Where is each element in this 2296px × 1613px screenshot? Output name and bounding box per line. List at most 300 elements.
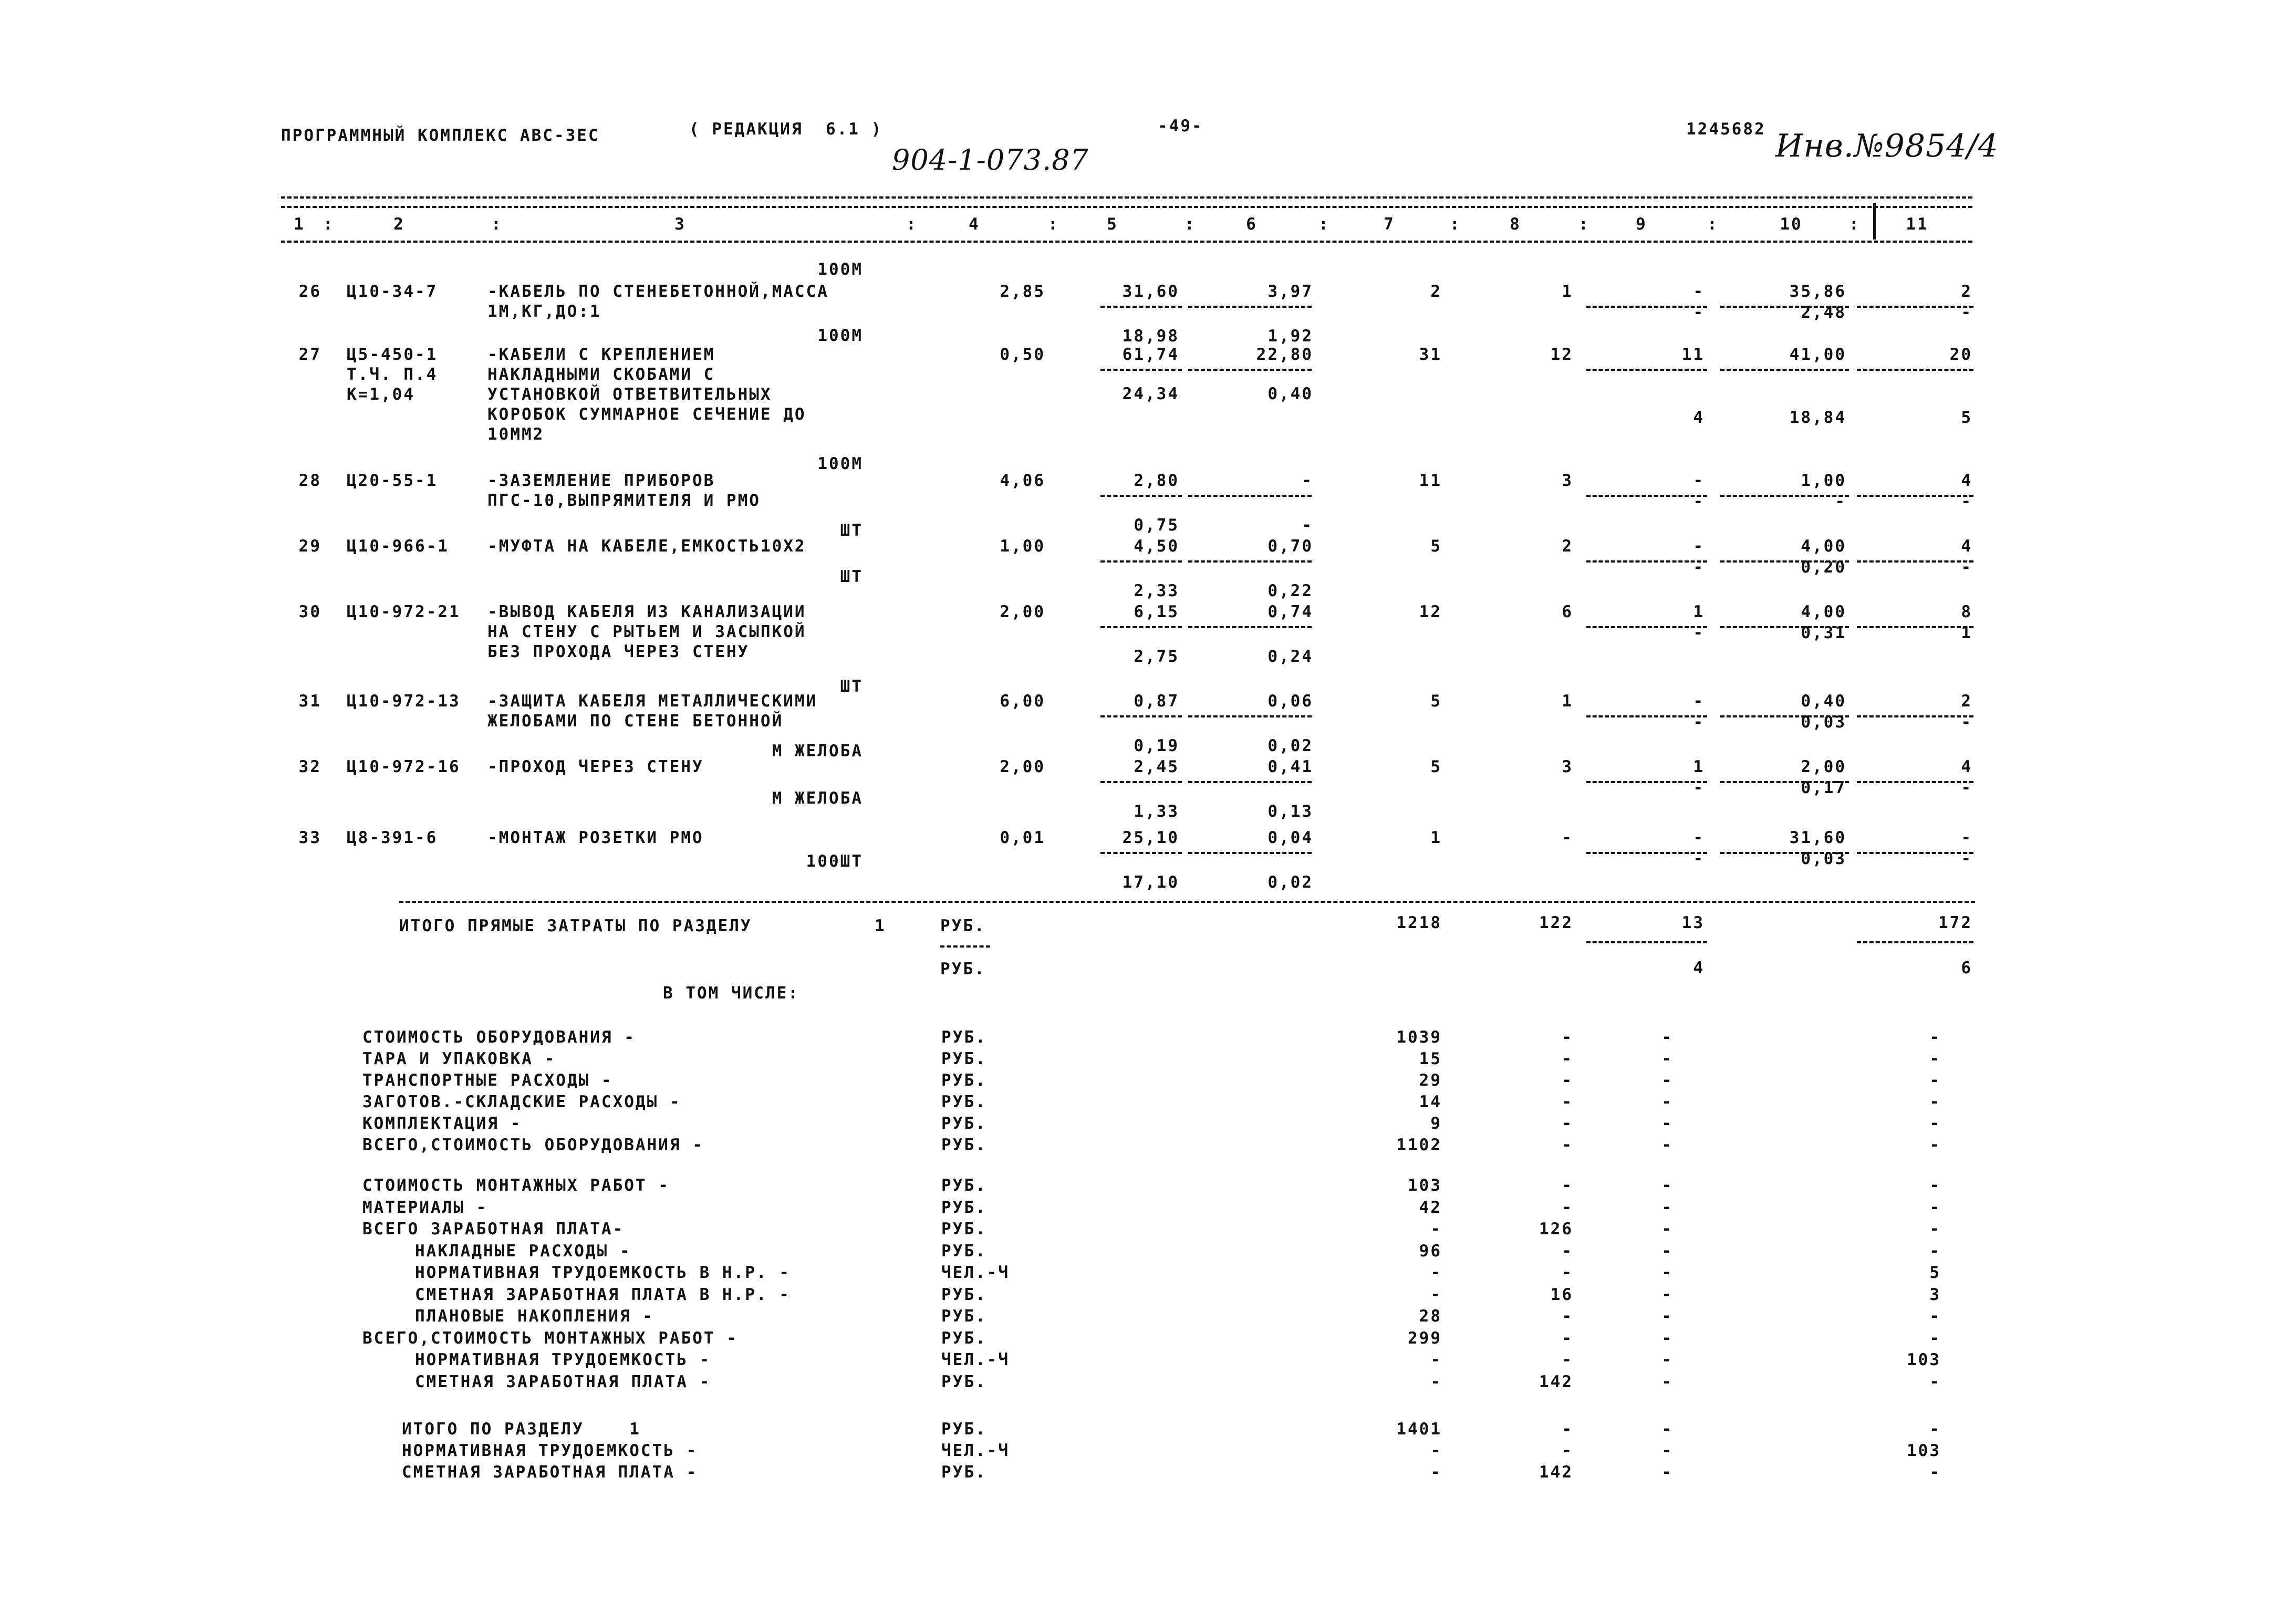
summary-c8: -: [1562, 1092, 1573, 1111]
summary-c11: -: [1929, 1114, 1941, 1133]
summary-unit: ЧЕЛ.-Ч: [941, 1350, 1010, 1369]
cell-c9: 1: [1693, 757, 1705, 776]
column-number: 7: [1384, 215, 1395, 234]
total-direct-unit: РУБ.: [940, 917, 986, 935]
cell-c10: 2,00: [1801, 757, 1846, 776]
column-number: 2: [393, 215, 405, 234]
cell-c8: 3: [1562, 757, 1573, 776]
cell-c6-lower: 0,40: [1268, 384, 1313, 403]
summary-c11: -: [1929, 1049, 1941, 1068]
summary-c9: -: [1661, 1441, 1673, 1460]
summary-unit: РУБ.: [941, 1114, 987, 1133]
summary-c7: 1102: [1396, 1136, 1442, 1154]
program-title: ПРОГРАММНЫЙ КОМПЛЕКС АВС-3ЕС: [281, 126, 600, 145]
work-description: 1М,КГ,ДО:1: [487, 302, 601, 321]
fraction-rule: [1100, 852, 1182, 854]
cell-c9-lower: -: [1693, 558, 1705, 577]
work-description: -ЗАЩИТА КАБЕЛЯ МЕТАЛЛИЧЕСКИМИ: [487, 692, 818, 711]
summary-unit: ЧЕЛ.-Ч: [941, 1263, 1010, 1282]
cell-c4: 2,00: [1000, 602, 1045, 621]
summary-c8: 142: [1539, 1463, 1573, 1482]
unit-of-measure: 100М: [817, 260, 863, 279]
cell-c11-lower: -: [1961, 713, 1972, 732]
fraction-rule: [1188, 715, 1312, 717]
fraction-rule: [1188, 852, 1312, 854]
column-number: 8: [1510, 215, 1521, 234]
fraction-rule: [1720, 495, 1849, 497]
summary-label: НАКЛАДНЫЕ РАСХОДЫ -: [415, 1241, 631, 1261]
cell-c10-lower: 0,17: [1801, 778, 1846, 797]
work-description: -ПРОХОД ЧЕРЕЗ СТЕНУ: [487, 757, 704, 776]
cell-c10: 31,60: [1789, 828, 1846, 847]
cell-c5-lower: 24,34: [1122, 384, 1179, 403]
summary-c11: -: [1929, 1241, 1941, 1261]
rate-code: К=1,04: [347, 385, 415, 404]
fraction-rule: [1857, 781, 1973, 783]
summary-c11: 3: [1929, 1285, 1941, 1304]
cell-c6: 22,80: [1256, 345, 1313, 364]
summary-unit: РУБ.: [941, 1028, 987, 1047]
work-description: УСТАНОВКОЙ ОТВЕТВИТЕЛЬНЫХ: [487, 385, 772, 404]
cell-c10: 4,00: [1801, 602, 1846, 621]
summary-c8: -: [1562, 1350, 1573, 1369]
fraction-rule: [1857, 369, 1973, 371]
work-description: 10ММ2: [487, 425, 545, 444]
item-number: 31: [298, 692, 321, 711]
summary-c11: -: [1929, 1220, 1941, 1239]
cell-c6: 0,41: [1268, 757, 1313, 776]
totals-rule: [399, 901, 1975, 903]
cell-c5: 4,50: [1134, 537, 1179, 556]
cell-c6: -: [1302, 471, 1313, 490]
fraction-rule: [1188, 781, 1312, 783]
fraction-rule: [1586, 715, 1707, 717]
cell-c8: 6: [1562, 602, 1573, 621]
edition-label: ( РЕДАКЦИЯ 6.1 ): [689, 120, 883, 139]
item-number: 29: [298, 537, 321, 556]
fraction-rule: [1857, 626, 1973, 628]
rate-code: Т.Ч. П.4: [347, 365, 438, 384]
cell-c4: 4,06: [1000, 471, 1045, 490]
cell-c9: -: [1693, 537, 1705, 556]
summary-c8: 16: [1550, 1285, 1573, 1304]
fraction-rule: [1857, 560, 1973, 563]
cell-c11: 20: [1949, 345, 1972, 364]
work-description: БЕЗ ПРОХОДА ЧЕРЕЗ СТЕНУ: [487, 642, 750, 661]
summary-c8: 142: [1539, 1372, 1573, 1391]
summary-label: ЗАГОТОВ.-СКЛАДСКИЕ РАСХОДЫ -: [362, 1092, 681, 1111]
summary-c11: -: [1929, 1328, 1941, 1348]
fraction-rule: [1188, 495, 1312, 497]
summary-c7: -: [1430, 1441, 1442, 1460]
summary-c9: -: [1661, 1092, 1673, 1111]
cell-c8: 12: [1550, 345, 1573, 364]
cell-c10: 4,00: [1801, 537, 1846, 556]
summary-c7: 1039: [1396, 1028, 1442, 1047]
summary-c11: -: [1929, 1071, 1941, 1090]
rate-code: Ц10-972-21: [347, 602, 461, 621]
unit-of-measure: ШТ: [840, 521, 863, 540]
summary-c8: -: [1562, 1114, 1573, 1133]
cell-c6-lower: -: [1302, 516, 1313, 535]
summary-c8: -: [1562, 1176, 1573, 1195]
summary-c7: 1401: [1396, 1420, 1442, 1439]
cell-c10-lower: 18,84: [1789, 408, 1846, 427]
cell-c10-lower: 0,31: [1801, 623, 1846, 642]
column-number: 4: [969, 215, 980, 234]
summary-c8: -: [1562, 1441, 1573, 1460]
inventory-number-handwritten: Инв.№9854/4: [1775, 128, 1999, 164]
cell-c7: 1: [1430, 828, 1442, 847]
cell-c6-lower: 0,02: [1268, 873, 1313, 892]
cell-c11-lower: 1: [1961, 623, 1972, 642]
summary-unit: РУБ.: [941, 1176, 987, 1195]
fraction-rule: [1586, 626, 1707, 628]
cell-c11-lower: -: [1961, 849, 1972, 868]
column-separator: :: [1849, 215, 1861, 234]
cell-c5: 2,80: [1134, 471, 1179, 490]
summary-c9: -: [1661, 1420, 1673, 1439]
cell-c10: 35,86: [1789, 282, 1846, 301]
summary-c7: 15: [1419, 1049, 1442, 1068]
total-direct-label: ИТОГО ПРЯМЫЕ ЗАТРАТЫ ПО РАЗДЕЛУ: [399, 917, 752, 935]
summary-c9: -: [1661, 1198, 1673, 1217]
summary-c11: 103: [1907, 1350, 1941, 1369]
fraction-rule: [1100, 369, 1182, 371]
cell-c11: 8: [1961, 602, 1972, 621]
cell-c9: 11: [1681, 345, 1705, 364]
cell-c9-lower: -: [1693, 623, 1705, 642]
cell-c6: 0,70: [1268, 537, 1313, 556]
summary-c7: 14: [1419, 1092, 1442, 1111]
summary-c8: 126: [1539, 1220, 1573, 1239]
summary-c8: -: [1562, 1198, 1573, 1217]
column-separator: :: [1707, 215, 1719, 234]
summary-unit: РУБ.: [941, 1071, 987, 1090]
cell-c4: 0,50: [1000, 345, 1045, 364]
cell-c7: 2: [1430, 282, 1442, 301]
cell-c8: 3: [1562, 471, 1573, 490]
document-code: 1245682: [1686, 120, 1766, 139]
cell-c6-lower: 0,13: [1268, 802, 1313, 821]
work-description: ПГС-10,ВЫПРЯМИТЕЛЯ И РМО: [487, 491, 761, 510]
rate-code: Ц8-391-6: [347, 828, 438, 847]
summary-c9: -: [1661, 1350, 1673, 1369]
fraction-rule: [1188, 306, 1312, 308]
summary-unit: РУБ.: [941, 1285, 987, 1304]
summary-c7: 42: [1419, 1198, 1442, 1217]
summary-unit: РУБ.: [941, 1372, 987, 1391]
summary-label: ТАРА И УПАКОВКА -: [362, 1049, 556, 1068]
total-direct-c8: 122: [1539, 913, 1573, 932]
item-number: 30: [298, 602, 321, 621]
unit-of-measure: М ЖЕЛОБА: [772, 742, 863, 761]
cell-c8: -: [1562, 828, 1573, 847]
column-bracket: [1873, 203, 1876, 240]
fraction-rule: [1100, 560, 1182, 563]
cell-c5-lower: 18,98: [1122, 327, 1179, 346]
rate-code: Ц10-966-1: [347, 537, 449, 556]
summary-c7: 103: [1408, 1176, 1442, 1195]
cell-c11: 4: [1961, 537, 1972, 556]
summary-c9: -: [1661, 1241, 1673, 1261]
cell-c7: 5: [1430, 537, 1442, 556]
cell-c7: 31: [1419, 345, 1442, 364]
summary-c9: -: [1661, 1307, 1673, 1326]
total-direct-c7: 1218: [1396, 913, 1442, 932]
summary-c8: -: [1562, 1136, 1573, 1154]
cell-c9: 1: [1693, 602, 1705, 621]
summary-c7: -: [1430, 1372, 1442, 1391]
total-direct-c9-lower: 4: [1693, 959, 1705, 977]
cell-c9-lower: -: [1693, 713, 1705, 732]
summary-c9: -: [1661, 1028, 1673, 1047]
cell-c10: 41,00: [1789, 345, 1846, 364]
summary-unit: РУБ.: [941, 1136, 987, 1154]
cell-c4: 1,00: [1000, 537, 1045, 556]
column-number: 9: [1636, 215, 1647, 234]
work-description: -МУФТА НА КАБЕЛЕ,ЕМКОСТЬ10Х2: [487, 537, 806, 556]
total-direct-section: 1: [875, 917, 886, 935]
summary-label: СМЕТНАЯ ЗАРАБОТНАЯ ПЛАТА -: [402, 1463, 698, 1482]
unit-of-measure: ШТ: [840, 677, 863, 696]
fraction-rule: [1586, 781, 1707, 783]
summary-c7: 29: [1419, 1071, 1442, 1090]
item-number: 33: [298, 828, 321, 847]
fraction-rule: [1586, 941, 1707, 943]
summary-unit: ЧЕЛ.-Ч: [941, 1441, 1010, 1460]
cell-c8: 1: [1562, 282, 1573, 301]
rate-code: Ц10-972-13: [347, 692, 461, 711]
summary-c8: -: [1562, 1241, 1573, 1261]
item-number: 32: [298, 757, 321, 776]
cell-c5-lower: 0,75: [1134, 516, 1179, 535]
summary-unit: РУБ.: [941, 1420, 987, 1439]
summary-c9: -: [1661, 1285, 1673, 1304]
summary-unit: РУБ.: [941, 1049, 987, 1068]
cell-c9-lower: -: [1693, 492, 1705, 511]
column-separator: :: [1048, 215, 1059, 234]
total-direct-c11: 172: [1938, 913, 1972, 932]
cell-c9: -: [1693, 471, 1705, 490]
summary-c11: -: [1929, 1092, 1941, 1111]
cell-c4: 2,00: [1000, 757, 1045, 776]
summary-c11: -: [1929, 1307, 1941, 1326]
summary-c9: -: [1661, 1220, 1673, 1239]
work-description: НА СТЕНУ С РЫТЬЕМ И ЗАСЫПКОЙ: [487, 622, 806, 641]
column-separator: :: [1450, 215, 1461, 234]
summary-c8: -: [1562, 1328, 1573, 1348]
cell-c6-lower: 1,92: [1268, 327, 1313, 346]
cell-c11-lower: 5: [1961, 408, 1972, 427]
rate-code: Ц5-450-1: [347, 345, 438, 364]
summary-label: ИТОГО ПО РАЗДЕЛУ 1: [402, 1420, 641, 1439]
fraction-rule: [1100, 715, 1182, 717]
summary-c7: -: [1430, 1463, 1442, 1482]
summary-c8: -: [1562, 1307, 1573, 1326]
cell-c6: 0,04: [1268, 828, 1313, 847]
cell-c5: 6,15: [1134, 602, 1179, 621]
rate-code: Ц10-34-7: [347, 282, 438, 301]
column-separator: :: [906, 215, 918, 234]
cell-c11: -: [1961, 828, 1972, 847]
cell-c6: 0,06: [1268, 692, 1313, 711]
summary-c7: 28: [1419, 1307, 1442, 1326]
cell-c11: 2: [1961, 692, 1972, 711]
fraction-rule: [1857, 495, 1973, 497]
fraction-rule: [1586, 369, 1707, 371]
total-direct-c11-lower: 6: [1961, 959, 1972, 977]
unit-fraction-rule: [940, 945, 990, 948]
unit-of-measure: 100ШТ: [806, 852, 863, 871]
summary-label: ПЛАНОВЫЕ НАКОПЛЕНИЯ -: [415, 1307, 654, 1326]
cell-c9-lower: -: [1693, 778, 1705, 797]
item-number: 26: [298, 282, 321, 301]
fraction-rule: [1720, 369, 1849, 371]
cell-c5-lower: 2,75: [1134, 647, 1179, 666]
fraction-rule: [1586, 852, 1707, 854]
fraction-rule: [1100, 495, 1182, 497]
fraction-rule: [1586, 495, 1707, 497]
summary-label: СМЕТНАЯ ЗАРАБОТНАЯ ПЛАТА В Н.Р. -: [415, 1285, 791, 1304]
cell-c6-lower: 0,22: [1268, 581, 1313, 600]
cell-c10-lower: 2,48: [1801, 303, 1846, 322]
cell-c5: 31,60: [1122, 282, 1179, 301]
cell-c11: 4: [1961, 757, 1972, 776]
project-number-handwritten: 904-1-073.87: [892, 143, 1089, 176]
summary-c9: -: [1661, 1136, 1673, 1154]
summary-c8: -: [1562, 1071, 1573, 1090]
summary-c11: 5: [1929, 1263, 1941, 1282]
cell-c10-lower: 0,20: [1801, 558, 1846, 577]
fraction-rule: [1857, 941, 1973, 943]
fraction-rule: [1857, 306, 1973, 308]
cell-c6-lower: 0,24: [1268, 647, 1313, 666]
summary-unit: РУБ.: [941, 1198, 987, 1217]
summary-c9: -: [1661, 1328, 1673, 1348]
cell-c11-lower: -: [1961, 303, 1972, 322]
summary-c9: -: [1661, 1263, 1673, 1282]
cell-c9: -: [1693, 692, 1705, 711]
unit-of-measure: 100М: [817, 326, 863, 345]
summary-c11: -: [1929, 1463, 1941, 1482]
summary-c11: 103: [1907, 1441, 1941, 1460]
cell-c4: 2,85: [1000, 282, 1045, 301]
cell-c9-lower: 4: [1693, 408, 1705, 427]
unit-of-measure: 100М: [817, 454, 863, 473]
summary-c9: -: [1661, 1049, 1673, 1068]
cell-c5: 2,45: [1134, 757, 1179, 776]
summary-unit: РУБ.: [941, 1241, 987, 1261]
cell-c5: 0,87: [1134, 692, 1179, 711]
cell-c11-lower: -: [1961, 558, 1972, 577]
total-direct-unit: РУБ.: [940, 960, 986, 979]
summary-c8: -: [1562, 1028, 1573, 1047]
item-number: 27: [298, 345, 321, 364]
cell-c6: 0,74: [1268, 602, 1313, 621]
including-heading: В ТОМ ЧИСЛЕ:: [663, 984, 799, 1003]
page-number: -49-: [1158, 117, 1203, 136]
column-separator: :: [1185, 215, 1196, 234]
cell-c7: 5: [1430, 757, 1442, 776]
summary-label: ВСЕГО,СТОИМОСТЬ МОНТАЖНЫХ РАБОТ -: [362, 1328, 738, 1348]
cell-c8: 1: [1562, 692, 1573, 711]
summary-c11: -: [1929, 1198, 1941, 1217]
work-description: ЖЕЛОБАМИ ПО СТЕНЕ БЕТОННОЙ: [487, 712, 784, 731]
work-description: КОРОБОК СУММАРНОЕ СЕЧЕНИЕ ДО: [487, 405, 806, 424]
work-description: -МОНТАЖ РОЗЕТКИ РМО: [487, 828, 704, 847]
summary-c11: -: [1929, 1372, 1941, 1391]
summary-label: СМЕТНАЯ ЗАРАБОТНАЯ ПЛАТА -: [415, 1372, 711, 1391]
summary-c7: 9: [1430, 1114, 1442, 1133]
summary-label: НОРМАТИВНАЯ ТРУДОЕМКОСТЬ В Н.Р. -: [415, 1263, 791, 1282]
summary-c9: -: [1661, 1463, 1673, 1482]
header-rule-mid: [281, 206, 1972, 208]
summary-label: НОРМАТИВНАЯ ТРУДОЕМКОСТЬ -: [415, 1350, 711, 1369]
cell-c11-lower: -: [1961, 492, 1972, 511]
rate-code: Ц20-55-1: [347, 471, 438, 490]
fraction-rule: [1100, 626, 1182, 628]
unit-of-measure: М ЖЕЛОБА: [772, 789, 863, 808]
summary-c8: -: [1562, 1420, 1573, 1439]
column-number: 11: [1906, 215, 1929, 234]
summary-c8: -: [1562, 1263, 1573, 1282]
summary-c11: -: [1929, 1176, 1941, 1195]
fraction-rule: [1586, 560, 1707, 563]
cell-c10: 1,00: [1801, 471, 1846, 490]
cell-c7: 12: [1419, 602, 1442, 621]
cell-c9: -: [1693, 282, 1705, 301]
cell-c10-lower: -: [1835, 492, 1846, 511]
summary-label: НОРМАТИВНАЯ ТРУДОЕМКОСТЬ -: [402, 1441, 698, 1460]
cell-c10-lower: 0,03: [1801, 713, 1846, 732]
work-description: -КАБЕЛЬ ПО СТЕНЕБЕТОННОЙ,МАССА: [487, 282, 829, 301]
cell-c7: 5: [1430, 692, 1442, 711]
summary-c7: -: [1430, 1350, 1442, 1369]
cell-c11: 4: [1961, 471, 1972, 490]
work-description: НАКЛАДНЫМИ СКОБАМИ С: [487, 365, 715, 384]
summary-unit: РУБ.: [941, 1307, 987, 1326]
summary-unit: РУБ.: [941, 1220, 987, 1239]
work-description: -ВЫВОД КАБЕЛЯ ИЗ КАНАЛИЗАЦИИ: [487, 602, 806, 621]
summary-c7: -: [1430, 1263, 1442, 1282]
cell-c4: 6,00: [1000, 692, 1045, 711]
summary-c8: -: [1562, 1049, 1573, 1068]
summary-unit: РУБ.: [941, 1092, 987, 1111]
cell-c9-lower: -: [1693, 303, 1705, 322]
work-description: -КАБЕЛИ С КРЕПЛЕНИЕМ: [487, 345, 715, 364]
cell-c5: 25,10: [1122, 828, 1179, 847]
summary-c7: 299: [1408, 1328, 1442, 1348]
summary-c11: -: [1929, 1420, 1941, 1439]
fraction-rule: [1100, 781, 1182, 783]
summary-label: КОМПЛЕКТАЦИЯ -: [362, 1114, 522, 1133]
work-description: -ЗАЗЕМЛЕНИЕ ПРИБОРОВ: [487, 471, 715, 490]
summary-c9: -: [1661, 1372, 1673, 1391]
cell-c10-lower: 0,03: [1801, 849, 1846, 868]
cell-c7: 11: [1419, 471, 1442, 490]
summary-c9: -: [1661, 1114, 1673, 1133]
fraction-rule: [1857, 715, 1973, 717]
summary-label: ВСЕГО ЗАРАБОТНАЯ ПЛАТА-: [362, 1220, 625, 1239]
summary-c7: -: [1430, 1285, 1442, 1304]
column-separator: :: [491, 215, 503, 234]
column-separator: :: [1318, 215, 1330, 234]
summary-c11: -: [1929, 1136, 1941, 1154]
fraction-rule: [1188, 626, 1312, 628]
item-number: 28: [298, 471, 321, 490]
fraction-rule: [1188, 369, 1312, 371]
